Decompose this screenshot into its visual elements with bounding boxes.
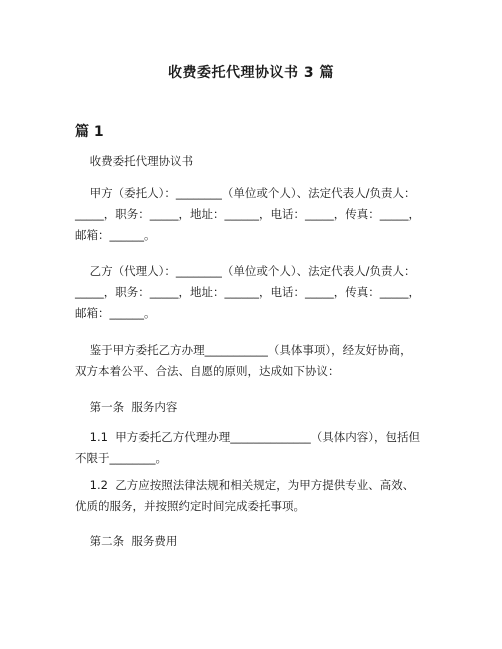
clause-1-2: 1.2 乙方应按照法律法规和相关规定，为甲方提供专业、高效、 优质的服务，并按照约定时间完成委托事项。 [75,478,415,513]
clause-1-1: 1.1 甲方委托乙方代理办理______________（具体内容），包括但 不限于________。 [75,430,420,465]
document-title: 收费委托代理协议书 3 篇 [168,65,334,81]
article-1-heading: 第一条 服务内容 [75,400,178,414]
paragraph-party-a: 甲方（委托人）：________（单位或个人）、法定代表人/负责人： _____，职务：_____，地址：______，电话：_____，传真：_____， 邮箱：______。 [75,186,420,242]
paragraph-party-b: 乙方（代理人）：________（单位或个人）、法定代表人/负责人： _____，职务：_____，地址：______，电话：_____，传真：_____， 邮箱：______。 [75,264,420,320]
paragraph-heading: 收费委托代理协议书 [75,154,194,168]
paragraph-preamble: 鉴于甲方委托乙方办理___________（具体事项），经友好协商， 双方本着公平、合法、自愿的原则，达成如下协议： [75,343,412,378]
article-2-heading: 第二条 服务费用 [75,534,178,548]
section-heading: 篇 1 [75,124,104,140]
